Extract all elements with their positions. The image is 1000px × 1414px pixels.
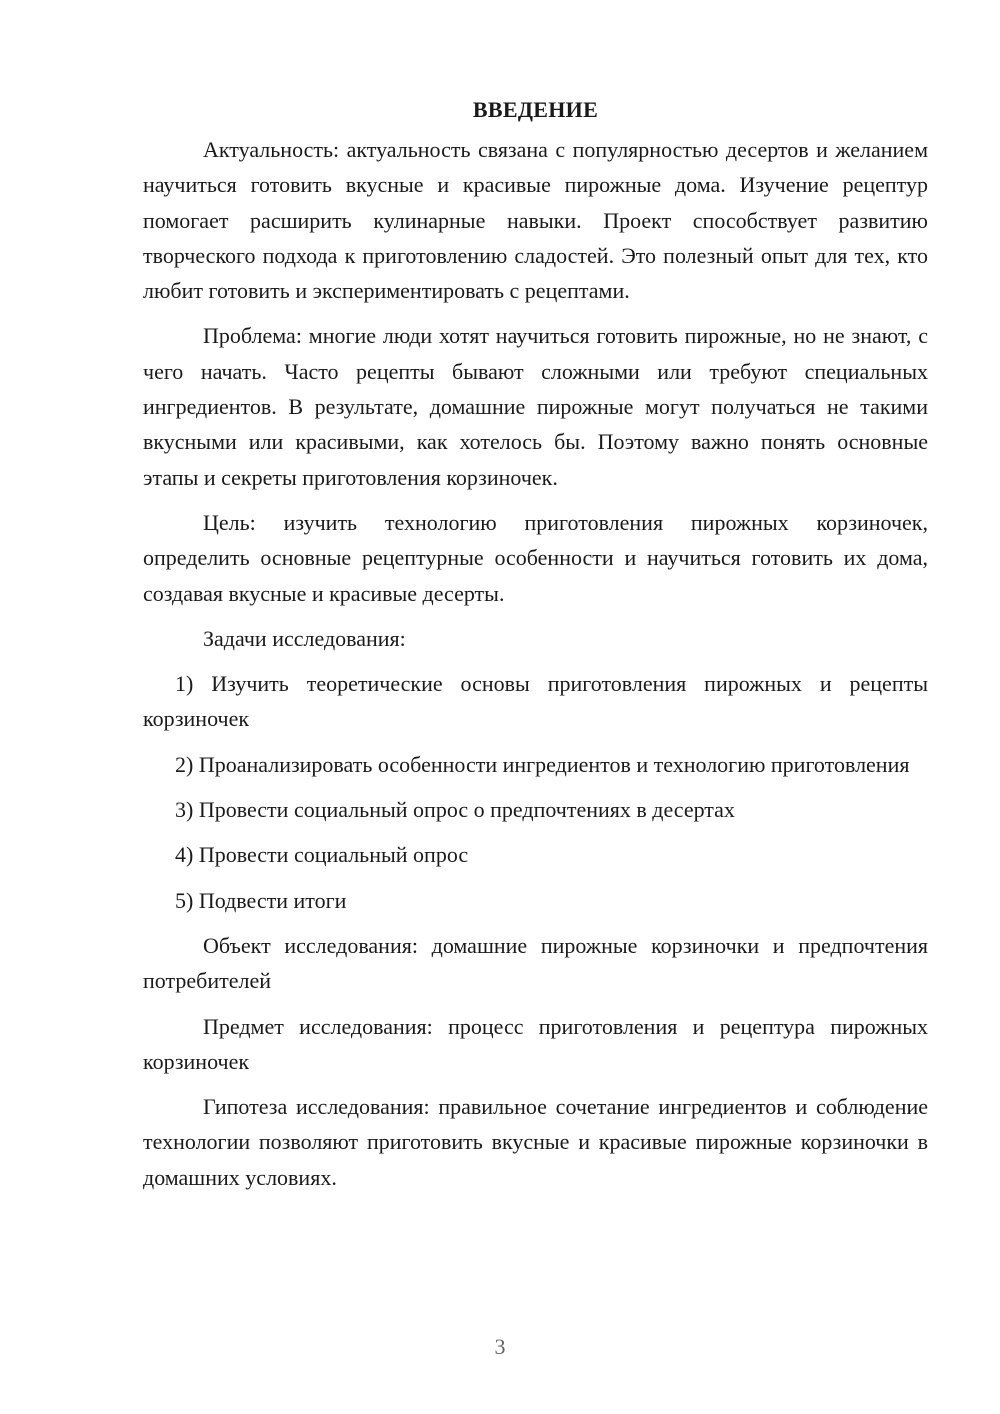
list-item: 5) Подвести итоги	[175, 887, 347, 913]
page-number: 3	[494, 1334, 506, 1359]
goal-paragraph: Цель: изучить технологию приготовления пирожных корзиночек, определить основные рецептурные особенности и научиться готовить их дома, создавая вкусные и красивые десерты.	[143, 509, 928, 606]
subject-paragraph: Предмет исследования: процесс приготовления и рецептура пирожных корзиночек	[143, 1013, 928, 1074]
document-page	[143, 92, 928, 1205]
problem-paragraph: Проблема: многие люди хотят научиться готовить пирожные, но не знают, с чего начать. Часто рецепты бывают сложными или требуют специальных ингредиентов. В результате, домашние пирожные могут получаться не такими вкусными или красивыми, как хотелось бы. Поэтому важно понять основные этапы и секреты приготовления корзиночек.	[143, 323, 928, 490]
list-item: 1) Изучить теоретические основы приготовления пирожных и рецепты корзиночек	[143, 671, 928, 732]
relevance-paragraph: Актуальность: актуальность связана с популярностью десертов и желанием научиться готовить вкусные и красивые пирожные дома. Изучение рецептур помогает расширить кулинарные навыки. Проект способствует развитию творческого подхода к приготовлению сладостей. Это полезный опыт для тех, кто любит готовить и экспериментировать с рецептами.	[143, 137, 928, 304]
object-paragraph: Объект исследования: домашние пирожные корзиночки и предпочтения потребителей	[143, 932, 928, 994]
list-item: 2) Проанализировать особенности ингредиентов и технологию приготовления	[175, 751, 910, 777]
tasks-heading: Задачи исследования:	[203, 625, 406, 651]
hypothesis-paragraph: Гипотеза исследования: правильное сочетание ингредиентов и соблюдение технологии позволяют приготовить вкусные и красивые пирожные корзиночки в домашних условиях.	[143, 1094, 928, 1190]
tasks-list	[143, 666, 928, 918]
section-title: ВВЕДЕНИЕ	[472, 97, 599, 122]
list-item: 3) Провести социальный опрос о предпочтениях в десертах	[175, 797, 735, 823]
list-item: 4) Провести социальный опрос	[175, 842, 469, 868]
